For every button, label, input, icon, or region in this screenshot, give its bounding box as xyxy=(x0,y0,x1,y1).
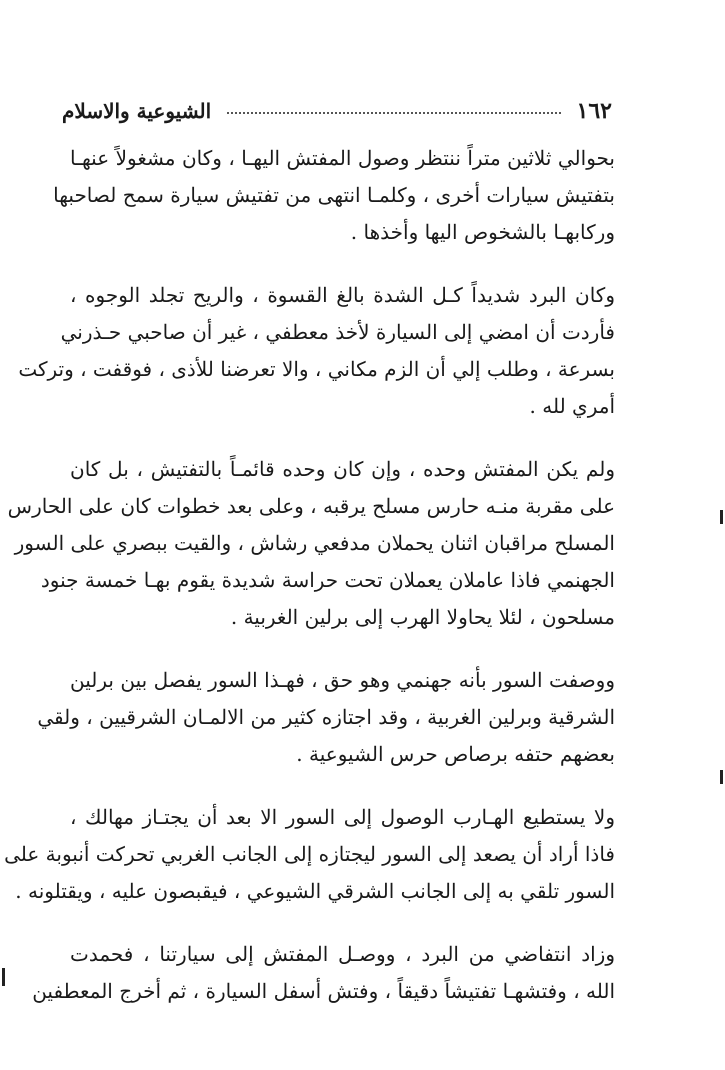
text-line: فأردت أن امضي إلى السيارة لأخذ معطفي ، غير أن صاحبي حـذرني xyxy=(60,320,615,344)
text-line: الشرقية وبرلين الغربية ، وقد اجتازه كثير من الالمـان الشرقيين ، ولقي xyxy=(37,705,615,729)
text-line: ولم يكن المفتش وحده ، وإن كان وحده قائمـاً بالتفتيش ، بل كان xyxy=(70,457,615,481)
text-line: بحوالي ثلاثين متراً ننتظر وصول المفتش اليهـا ، وكان مشغولاً عنهـا xyxy=(70,146,615,170)
paragraph-4 xyxy=(37,662,615,773)
paragraph-5 xyxy=(4,799,615,910)
paragraph-2 xyxy=(18,277,615,425)
text-line: ولا يستطيع الهـارب الوصول إلى السور الا بعد أن يجتـاز مهالك ، xyxy=(70,805,615,829)
scan-edge-mark xyxy=(720,510,723,524)
page-body xyxy=(4,140,615,1036)
text-line: وكان البرد شديداً كـل الشدة بالغ القسوة ، والريح تجلد الوجوه ، xyxy=(70,283,615,307)
text-line: المسلح مراقبان اثنان يحملان مدفعي رشاش ، والقيت ببصري على السور xyxy=(14,531,615,555)
text-line: فاذا أراد أن يصعد إلى السور ليجتازه إلى الجانب الغربي تحركت أنبوبة على xyxy=(4,842,615,866)
text-line: وركابهـا بالشخوص اليها وأخذها . xyxy=(350,220,615,244)
text-line: الله ، وفتشهـا تفتيشاً دقيقاً ، وفتش أسفل السيارة ، ثم أخرج المعطفين xyxy=(32,979,615,1003)
text-line: السور تلقي به إلى الجانب الشرقي الشيوعي ، فيقبصون عليه ، ويقتلونه . xyxy=(15,879,615,903)
page-header xyxy=(62,95,612,127)
text-line: وزاد انتفاضي من البرد ، ووصـل المفتش إلى سيارتنا ، فحمدت xyxy=(70,942,615,966)
paragraph-3 xyxy=(7,451,615,636)
scan-edge-mark xyxy=(2,968,5,986)
header-dot-leader xyxy=(227,112,560,114)
text-line: الجهنمي فاذا عاملان يعملان تحت حراسة شديدة يقوم بهـا خمسة جنود xyxy=(40,568,615,592)
text-line: بسرعة ، وطلب إلي أن الزم مكاني ، والا تعرضنا للأذى ، فوقفت ، وتركت xyxy=(18,357,615,381)
page-number: ١٦٢ xyxy=(576,98,612,124)
paragraph-6 xyxy=(32,936,615,1010)
text-line: على مقربة منـه حارس مسلح يرقبه ، وعلى بعد خطوات كان على الحارس xyxy=(7,494,615,518)
scan-edge-mark xyxy=(720,770,723,784)
text-line: بعضهم حتفه برصاص حرس الشيوعية . xyxy=(296,742,615,766)
text-line: مسلحون ، لئلا يحاولا الهرب إلى برلين الغربية . xyxy=(230,605,615,629)
running-title: الشيوعية والاسلام xyxy=(62,99,212,123)
text-line: أمري لله . xyxy=(529,394,615,418)
text-line: بتفتيش سيارات أخرى ، وكلمـا انتهى من تفتيش سيارة سمح لصاحبها xyxy=(53,183,615,207)
paragraph-1 xyxy=(53,140,615,251)
text-line: ووصفت السور بأنه جهنمي وهو حق ، فهـذا السور يفصل بين برلين xyxy=(70,668,615,692)
